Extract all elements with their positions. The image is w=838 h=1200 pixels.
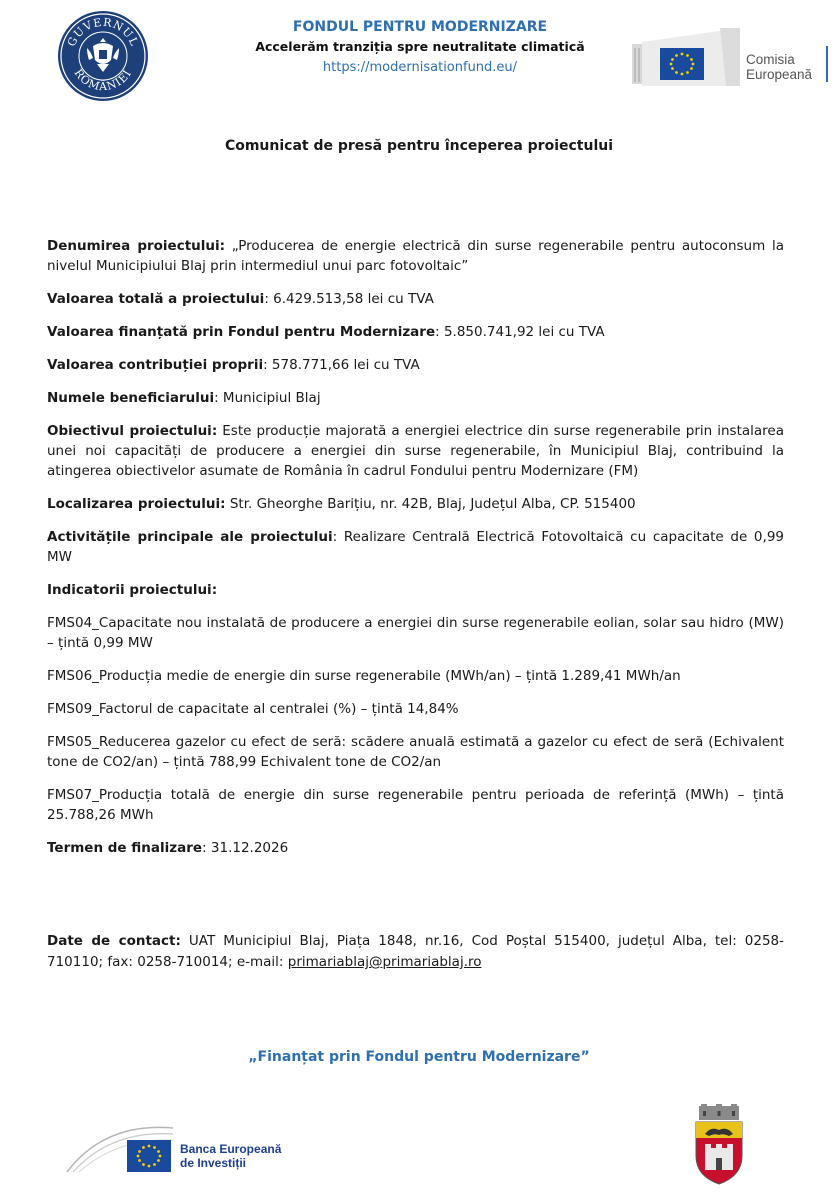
total-value-label: Valoarea totală a proiectului [47, 291, 265, 307]
deadline [47, 838, 784, 858]
objective-label: Obiectivul proiectului: [47, 423, 218, 439]
objective-value: Este producție majorată a energiei electrice din surse regenerabile prin instalarea unei noi capacități de producere a energiei din surse regenerabile, în Municipiul Blaj, contribuind la atingerea obiectivelor asumate de România în cadrul Fondului pentru Modernizare (FM) [47, 423, 784, 479]
beneficiary [47, 388, 784, 408]
main-activities [47, 527, 784, 567]
deadline-value: : 31.12.2026 [202, 840, 289, 856]
indicators-heading: Indicatorii proiectului: [47, 582, 218, 598]
financed-value-amount: : 5.850.741,92 lei cu TVA [435, 324, 605, 340]
eib-line1: Banca Europeană [180, 1142, 282, 1156]
project-details [47, 236, 784, 871]
financed-value [47, 322, 784, 342]
contact-email-link[interactable]: primariablaj@primariablaj.ro [287, 954, 482, 970]
fund-tagline: Accelerăm tranziția spre neutralitate climatică [255, 39, 585, 54]
european-commission-label [746, 52, 812, 82]
eib-line2: de Investiții [180, 1156, 247, 1170]
funding-slogan: „Finanțat prin Fondul pentru Modernizare” [248, 1049, 590, 1065]
project-location [47, 494, 784, 514]
total-value [47, 289, 784, 309]
location-label: Localizarea proiectului: [47, 496, 226, 512]
beneficiary-value: : Municipiul Blaj [214, 390, 321, 406]
location-value: Str. Gheorghe Barițiu, nr. 42B, Blaj, Județul Alba, CP. 515400 [225, 496, 636, 512]
gov-logo-text-top: GUVERNUL [64, 15, 142, 49]
eib-label [180, 1142, 281, 1170]
gov-logo-text-bottom: ROMÂNIEI [71, 66, 135, 94]
project-name-value: „Producerea de energie electrică din surse regenerabile pentru autoconsum la nivelul Municipiului Blaj prin intermediul unui parc fotovoltaic” [47, 238, 784, 274]
ec-line1: Comisia [746, 52, 795, 67]
blaj-coat-of-arms [693, 1104, 745, 1186]
activities-value: : Realizare Centrală Electrică Fotovoltaică cu capacitate de 0,99 MW [47, 529, 784, 565]
fund-title: FONDUL PENTRU MODERNIZARE [292, 19, 548, 35]
contact-details [47, 931, 784, 973]
financed-value-label: Valoarea finanțată prin Fondul pentru Modernizare [47, 324, 436, 340]
activities-label: Activitățile principale ale proiectului [47, 529, 333, 545]
contact-text: UAT Municipiul Blaj, Piața 1848, nr.16, Cod Poștal 515400, județul Alba, tel: 0258-710110; fax: 0258-710014; e-mail: [47, 933, 785, 970]
indicator-item: FMS06_Producția medie de energie din surse regenerabile (MWh/an) – țintă 1.289,41 MWh/an [47, 668, 681, 684]
own-contribution [47, 355, 784, 375]
press-release-title: Comunicat de presă pentru începerea proiectului [224, 138, 614, 154]
contact-label: Date de contact: [47, 933, 181, 949]
fund-url-link[interactable]: https://modernisationfund.eu/ [322, 60, 518, 75]
ec-line2: Europeană [746, 67, 813, 82]
indicator-item: FMS07_Producția totală de energie din surse regenerabile pentru perioada de referință (MWh) – țintă 25.788,26 MWh [47, 787, 784, 823]
own-contribution-label: Valoarea contribuției proprii [47, 357, 264, 373]
total-value-amount: : 6.429.513,58 lei cu TVA [264, 291, 434, 307]
own-contribution-amount: : 578.771,66 lei cu TVA [263, 357, 420, 373]
fund-header [210, 17, 630, 79]
indicator-item: FMS04_Capacitate nou instalată de producere a energiei din surse regenerabile eolian, solar sau hidro (MW) – țintă 0,99 MW [47, 615, 784, 651]
deadline-label: Termen de finalizare [47, 840, 203, 856]
romanian-government-logo [57, 10, 149, 102]
indicator-item: FMS09_Factorul de capacitate al centralei (%) – țintă 14,84% [47, 701, 459, 717]
project-name-label: Denumirea proiectului: [47, 238, 226, 254]
beneficiary-label: Numele beneficiarului [47, 390, 215, 406]
indicator-item: FMS05_Reducerea gazelor cu efect de seră: scădere anuală estimată a gazelor cu efect de seră (Echivalent tone de CO2/an) – țintă 788,99 Echivalent tone de CO2/an [47, 734, 784, 770]
project-objective [47, 421, 784, 481]
project-name [47, 236, 784, 276]
